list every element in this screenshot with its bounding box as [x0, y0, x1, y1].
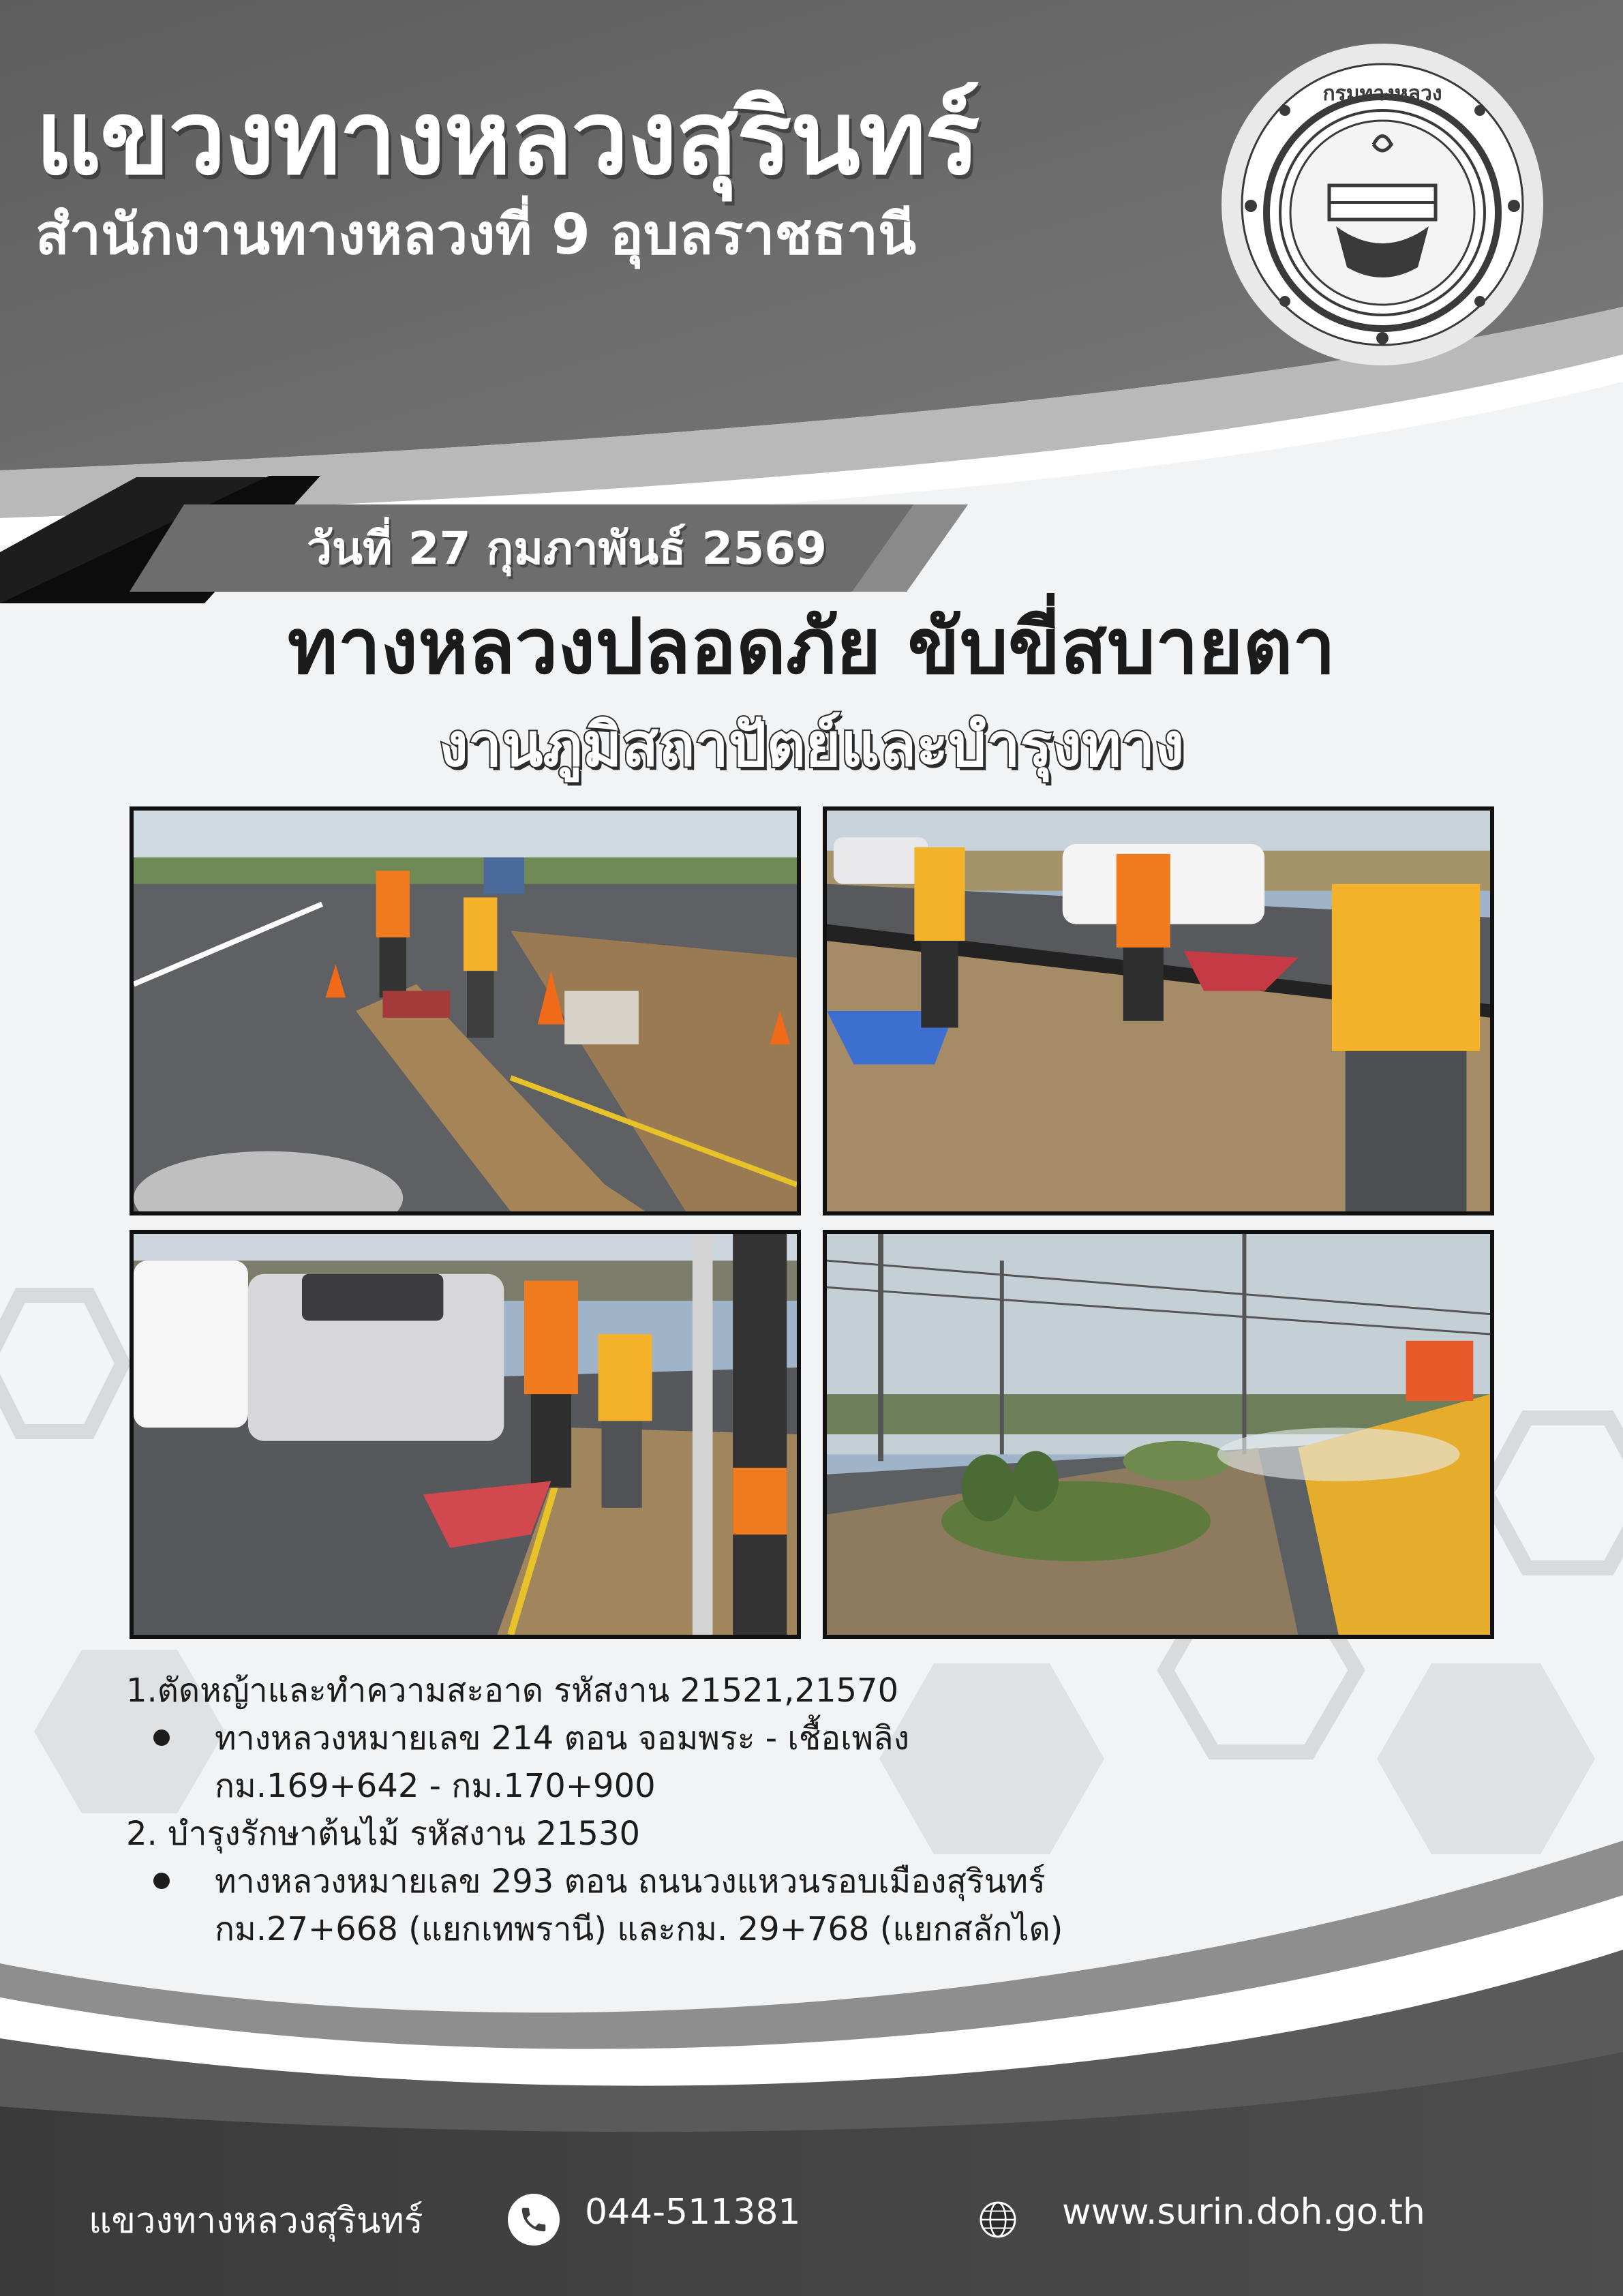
photo-workers-shoveling-debris — [823, 806, 1494, 1215]
bullet-icon — [153, 1873, 170, 1889]
work-items-list — [126, 1667, 1421, 1953]
footer-phone[interactable]: 044-511381 — [585, 2192, 801, 2233]
globe-icon — [976, 2198, 1020, 2241]
work-item-title: 2. บำรุงรักษาต้นไม้ รหัสงาน 21530 — [126, 1815, 641, 1853]
work-item-km: กม.27+668 (แยกเทพรานี) และกม. 29+768 (แยกสลักได) — [215, 1910, 1063, 1948]
footer-website[interactable]: www.surin.doh.go.th — [1062, 2192, 1425, 2233]
page-title: แขวงทางหลวงสุรินทร์ — [35, 79, 979, 198]
date-banner-text: วันที่ 27 กุมภาพันธ์ 2569 — [307, 522, 828, 575]
work-item-title: 1.ตัดหญ้าและทำความสะอาด รหัสงาน 21521,21570 — [126, 1672, 899, 1710]
work-item-km: กม.169+642 - กม.170+900 — [215, 1767, 656, 1805]
department-logo — [1220, 42, 1545, 367]
photo-workers-sweeping-median — [130, 806, 801, 1215]
footer-office-name: แขวงทางหลวงสุรินทร์ — [89, 2201, 423, 2241]
work-item-detail — [153, 1858, 1421, 1953]
work-item-1 — [126, 1667, 1421, 1810]
phone-icon — [508, 2194, 560, 2246]
work-item-route: ทางหลวงหมายเลข 214 ตอน จอมพระ - เชื้อเพลิง — [215, 1719, 910, 1757]
work-item-route: ทางหลวงหมายเลข 293 ตอน ถนนวงแหวนรอบเมืองสุรินทร์ — [215, 1862, 1046, 1901]
page-subtitle: สำนักงานทางหลวงที่ 9 อุบลราชธานี — [35, 202, 917, 267]
logo-text: กรมทางหลวง — [1322, 82, 1442, 106]
work-item-2 — [126, 1810, 1421, 1953]
bullet-icon — [153, 1729, 170, 1746]
headline: ทางหลวงปลอดภัย ขับขี่สบายตา — [287, 603, 1336, 691]
photo-workers-near-pickup — [130, 1230, 801, 1639]
subheadline: งานภูมิสถาปัตย์และบำรุงทาง — [438, 710, 1185, 780]
photo-water-truck-watering-trees — [823, 1230, 1494, 1639]
work-item-detail — [153, 1715, 1421, 1810]
